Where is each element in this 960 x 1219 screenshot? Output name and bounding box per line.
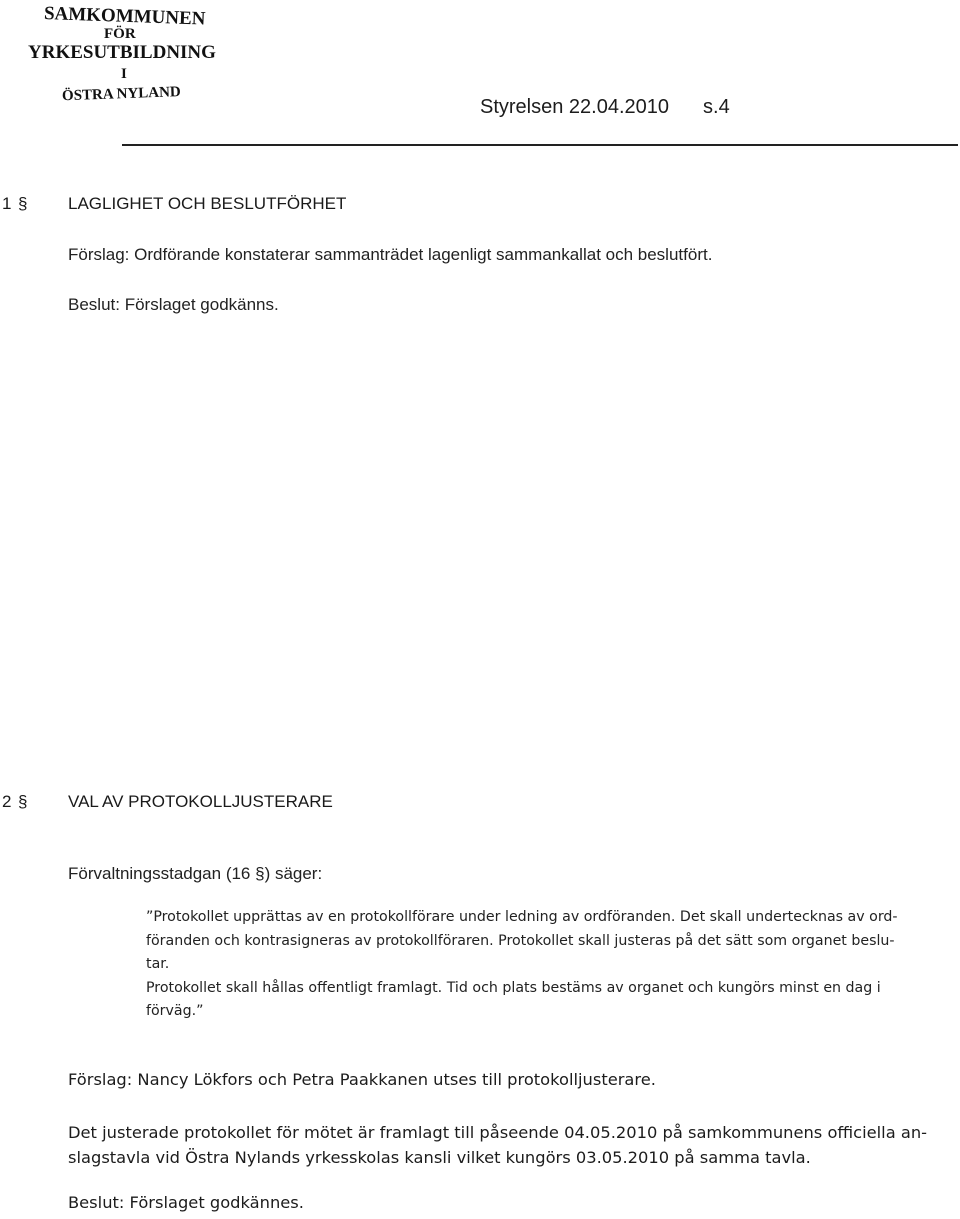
section-2-title: VAL AV PROTOKOLLJUSTERARE [68, 792, 333, 811]
section-1-number: 1 [2, 194, 12, 213]
logo-line-yrkesutbildning: YRKESUTBILDNING [28, 42, 216, 63]
section-1-proposal: Förslag: Ordförande konstaterar sammanträdet lagenligt sammankallat och beslutfört. [68, 245, 713, 264]
logo-wordmark [0, 0, 260, 110]
quote-line: förväg.” [146, 1003, 204, 1020]
section-2-decision: Beslut: Förslaget godkännes. [68, 1193, 304, 1212]
logo-line-ostra-nyland: ÖSTRA NYLAND [61, 84, 182, 105]
page-number: s.4 [703, 96, 730, 118]
document-header [480, 96, 730, 119]
quote-line: tar. [146, 956, 170, 973]
regulation-quote [146, 906, 946, 1024]
section-2-proposal: Förslag: Nancy Lökfors och Petra Paakkanen utses till protokolljusterare. [68, 1070, 656, 1089]
section-1-title: LAGLIGHET OCH BESLUTFÖRHET [68, 194, 347, 213]
meeting-reference: Styrelsen 22.04.2010 [480, 96, 670, 118]
section-2-intro: Förvaltningsstadgan (16 §) säger: [68, 864, 323, 883]
section-1-decision: Beslut: Förslaget godkänns. [68, 295, 279, 314]
section-2-symbol: § [18, 792, 28, 811]
header-divider [122, 144, 958, 146]
section-2-notice [68, 1120, 927, 1170]
notice-line-2: slagstavla vid Östra Nylands yrkesskolas kansli vilket kungörs 03.05.2010 på samma tavla. [68, 1148, 811, 1167]
quote-line: föranden och kontrasigneras av protokollföraren. Protokollet skall justeras på det sätt som organet beslu- [146, 932, 895, 949]
quote-line: Protokollet skall hållas offentligt framlagt. Tid och plats bestäms av organet och kungörs minst en dag i [146, 979, 881, 996]
section-2-number: 2 [2, 792, 12, 811]
logo-line-for: FÖR [104, 26, 136, 42]
notice-line-1: Det justerade protokollet för mötet är framlagt till påseende 04.05.2010 på samkommunens officiella an- [68, 1123, 928, 1142]
logo-line-i: I [121, 66, 127, 82]
organization-logo [0, 0, 260, 110]
section-1-symbol: § [18, 194, 28, 213]
logo-line-samkommunen: SAMKOMMUNEN [43, 3, 206, 30]
quote-line: ”Protokollet upprättas av en protokollförare under ledning av ordföranden. Det skall undertecknas av ord- [146, 909, 898, 925]
